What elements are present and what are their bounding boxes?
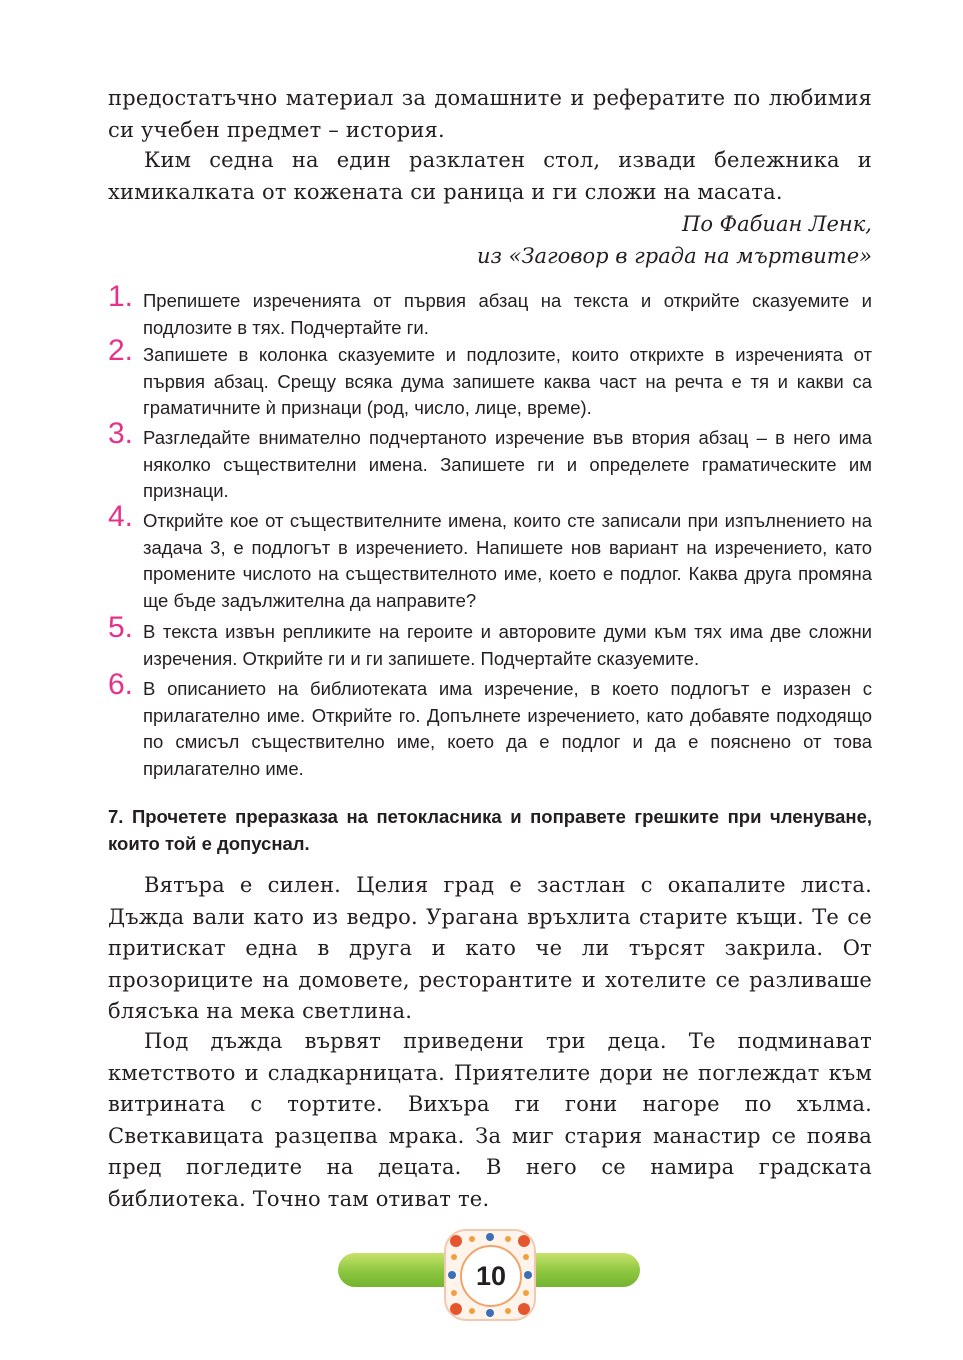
task-text: Запишете в колонка сказуемите и подлозите, които открихте в изреченията от първия абзац. Срещу всяка дума запишете каква част на речта е тя и какви са граматичните ѝ признаци (род, число, лице, време). (143, 344, 872, 419)
story-paragraph-1: предостатъчно материал за домашните и рефератите по любимия си учебен предмет – история. (108, 86, 872, 142)
task-item-3 (108, 417, 872, 505)
task-text: Препишете изреченията от първия абзац на текста и открийте сказуемите и подлозите в тях. Подчертайте ги. (143, 290, 872, 338)
task-text: Открийте кое от съществителните имена, които сте записали при изпълнението на задача 3, е подлогът в изречението. Напишете нов вариант на изречението, като промените числото на съществителното име, което е подлог. Каква друга промяна ще бъде задължителна да направите? (143, 510, 872, 612)
task-number: 5. (108, 611, 134, 644)
task-text: В текста извън репликите на героите и авторовите думи към тях има две сложни изречения. Открийте ги и ги запишете. Подчертайте сказуемите. (143, 621, 872, 669)
page-number: 10 (460, 1245, 522, 1307)
attribution-author: По Фабиан Ленк, (682, 212, 872, 236)
page-number-badge (444, 1229, 536, 1321)
task-text: В описанието на библиотеката има изречение, в което подлогът е изразен с прилагателно име. Открийте го. Допълнете изречението, като добавяте подходящо по смисъл съществително име, което да е подлог и да е пояснено от това прилагателно име. (143, 678, 872, 780)
task-item-5 (108, 611, 872, 672)
task-number: 2. (108, 334, 134, 367)
retelling-paragraph-2: Под дъжда вървят приведени три деца. Те подминават кметството и сладкарницата. Приятелите дори не поглеждат към витрината с тортите. Вихъра ги гони нагоре по хълма. Светкавицата разцепва мрака. За миг стария манастир се поява пред погледите на децата. В него се намира градската библиотека. Точно там отиват те. (108, 1029, 872, 1211)
attribution-source: из «Заговор в града на мъртвите» (476, 244, 872, 268)
task-7-heading: 7. Прочетете преразказа на петокласника и поправете грешките при членуване, които той е допуснал. (108, 806, 872, 854)
story-paragraph-2: Ким седна на един разклатен стол, извади бележника и химикалката от кожената си раница и ги сложи на масата. (108, 148, 872, 204)
task-item-2 (108, 334, 872, 422)
task-number: 6. (108, 668, 134, 701)
task-number: 1. (108, 280, 134, 313)
task-number: 4. (108, 500, 134, 533)
retelling-paragraph-1: Вятъра е силен. Целия град е застлан с окапалите листа. Дъжда вали като из ведро. Урагана връхлита старите къщи. Те се притискат една в друга и като че ли търсят закрила. От прозориците на домовете, ресторантите и хотелите се разливаше блясъка на мека светлина. (108, 873, 872, 1023)
task-item-6 (108, 668, 872, 783)
task-item-4 (108, 500, 872, 615)
task-text: Разгледайте внимателно подчертаното изречение във втория абзац – в него има няколко съществителни имена. Запишете ги и определете граматическите им признаци. (143, 427, 872, 502)
task-item-1 (108, 280, 872, 341)
task-number: 3. (108, 417, 134, 450)
